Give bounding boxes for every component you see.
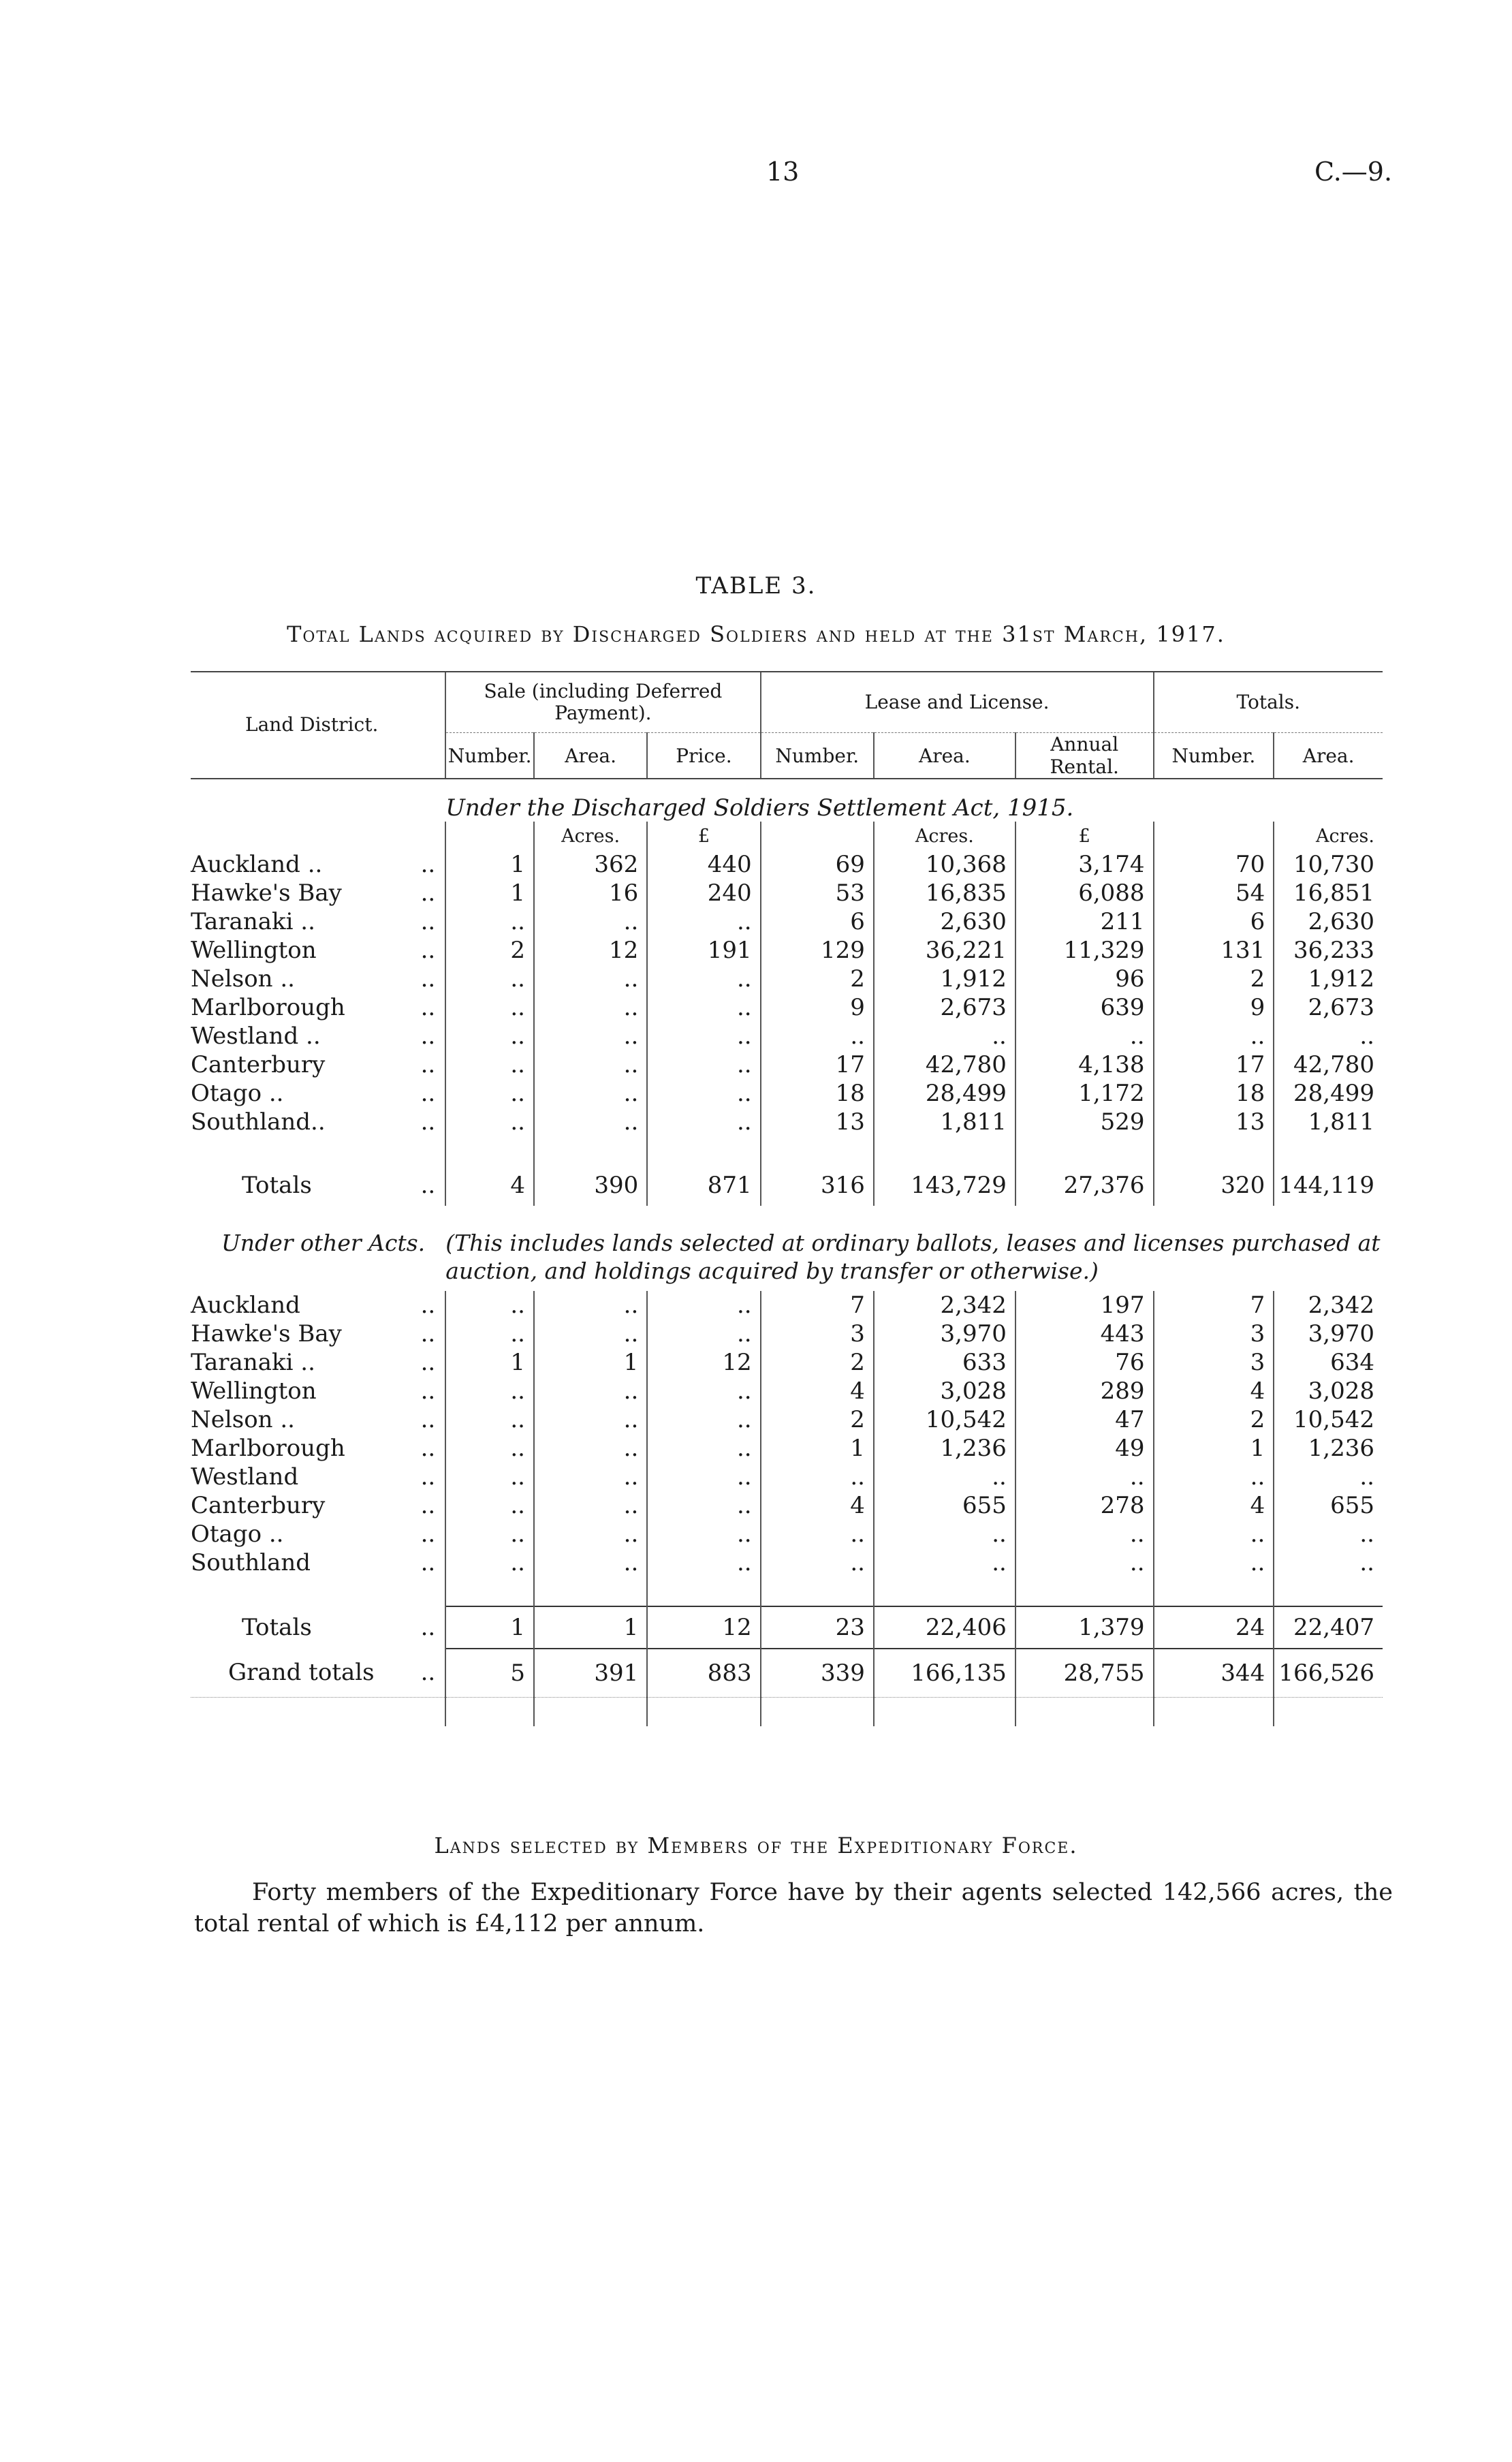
unit-pound: £ <box>647 822 760 850</box>
district-name: Canterbury <box>191 1051 326 1078</box>
cell-lease-area: 36,221 <box>874 936 1015 965</box>
cell-annual-rental: 197 <box>1015 1291 1154 1320</box>
cell-annual-rental: 96 <box>1015 965 1154 993</box>
cell-sale-number: .. <box>445 1291 534 1320</box>
leader-dots: .. <box>420 1377 436 1405</box>
cell-sale-area: .. <box>534 1463 647 1491</box>
cell-totals-area: 28,499 <box>1274 1079 1383 1108</box>
totals-label: Totals <box>242 1613 312 1641</box>
cell-lease-number: .. <box>761 1520 874 1548</box>
cell-totals-area: .. <box>1274 1520 1383 1548</box>
cell-annual-rental: 639 <box>1015 993 1154 1022</box>
cell-lease-number: .. <box>761 1548 874 1577</box>
table-row <box>191 1463 1383 1491</box>
leader-dots: .. <box>420 937 436 964</box>
section2-totals-row <box>191 1606 1383 1649</box>
section2-heading: Under other Acts. <box>221 1230 426 1256</box>
cell-sale-area: .. <box>534 1108 647 1136</box>
table-row <box>191 965 1383 993</box>
cell-lease-area: 1,912 <box>874 965 1015 993</box>
header-sale-group: Sale (including Deferred Payment). <box>445 672 760 733</box>
leader-dots: .. <box>420 1108 436 1136</box>
cell-totals-area: .. <box>1274 1022 1383 1050</box>
totals-label: Totals <box>242 1172 312 1199</box>
header-totals-area: Area. <box>1274 733 1383 779</box>
unit-acres: Acres. <box>534 822 647 850</box>
header-lease-number: Number. <box>761 733 874 779</box>
cell-annual-rental: 6,088 <box>1015 879 1154 907</box>
table-row <box>191 1348 1383 1377</box>
cell-lease-number: .. <box>761 1463 874 1491</box>
cell-lease-area: 3,028 <box>874 1377 1015 1405</box>
cell-sale-area: .. <box>534 1491 647 1520</box>
cell-lease-number: 17 <box>761 1050 874 1079</box>
district-name: Canterbury <box>191 1491 326 1519</box>
table-caption: Total Lands acquired by Discharged Soldiers and held at the 31st March, 1917. <box>287 621 1225 647</box>
cell-lease-number: 3 <box>761 1320 874 1348</box>
cell-sale-number: .. <box>445 1491 534 1520</box>
cell-sale-number: .. <box>445 1050 534 1079</box>
header-sale-area: Area. <box>534 733 647 779</box>
cell-sale-price: 440 <box>647 850 760 879</box>
table-row <box>191 1405 1383 1434</box>
cell-totals-number: 4 <box>1154 1491 1274 1520</box>
table-row <box>191 1079 1383 1108</box>
cell-totals-area: 2,673 <box>1274 993 1383 1022</box>
district-name: Auckland <box>191 1291 300 1319</box>
table-row <box>191 1548 1383 1577</box>
cell-sale-price: .. <box>647 1434 760 1463</box>
district-name: Southland <box>191 1548 311 1576</box>
cell-totals-number: 320 <box>1154 1165 1274 1206</box>
cell-annual-rental: 49 <box>1015 1434 1154 1463</box>
cell-lease-area: 2,673 <box>874 993 1015 1022</box>
district-name: Nelson .. <box>191 1405 295 1433</box>
district-name: Westland <box>191 1463 299 1491</box>
cell-annual-rental: 47 <box>1015 1405 1154 1434</box>
section1-totals-row <box>191 1165 1383 1206</box>
cell-totals-area: 166,526 <box>1274 1649 1383 1698</box>
cell-sale-number: 4 <box>445 1165 534 1206</box>
document-reference: C.—9. <box>1314 157 1393 187</box>
cell-sale-price: 240 <box>647 879 760 907</box>
cell-sale-area: .. <box>534 1291 647 1320</box>
leader-dots: .. <box>420 1320 436 1347</box>
section2-note: (This includes lands selected at ordinary ballots, leases and licenses purchased at auction, and holdings acquired by transfer or otherwise.) <box>445 1230 1381 1285</box>
district-name: Taranaki .. <box>191 1348 315 1376</box>
cell-totals-number: .. <box>1154 1548 1274 1577</box>
cell-sale-price: .. <box>647 1520 760 1548</box>
cell-lease-number: 7 <box>761 1291 874 1320</box>
cell-sale-area: 390 <box>534 1165 647 1206</box>
leader-dots: .. <box>420 994 436 1021</box>
cell-totals-number: 1 <box>1154 1434 1274 1463</box>
cell-sale-area: .. <box>534 1050 647 1079</box>
leader-dots: .. <box>420 1023 436 1050</box>
leader-dots: .. <box>420 1172 436 1199</box>
cell-totals-area: 42,780 <box>1274 1050 1383 1079</box>
cell-totals-number: 18 <box>1154 1079 1274 1108</box>
cell-annual-rental: .. <box>1015 1022 1154 1050</box>
header-lease-area: Area. <box>874 733 1015 779</box>
cell-sale-area: 362 <box>534 850 647 879</box>
cell-totals-area: 10,542 <box>1274 1405 1383 1434</box>
district-name: Otago .. <box>191 1520 284 1548</box>
lands-table <box>191 671 1383 1726</box>
cell-sale-number: 1 <box>445 1348 534 1377</box>
leader-dots: .. <box>420 1348 436 1376</box>
cell-sale-number: .. <box>445 1079 534 1108</box>
cell-sale-area: .. <box>534 1405 647 1434</box>
cell-lease-area: 1,811 <box>874 1108 1015 1136</box>
cell-annual-rental: 278 <box>1015 1491 1154 1520</box>
cell-lease-area: 655 <box>874 1491 1015 1520</box>
header-totals-group: Totals. <box>1154 672 1383 733</box>
header-annual-rental: Annual Rental. <box>1015 733 1154 779</box>
cell-sale-price: .. <box>647 1022 760 1050</box>
cell-lease-area: 16,835 <box>874 879 1015 907</box>
cell-annual-rental: 4,138 <box>1015 1050 1154 1079</box>
cell-sale-price: .. <box>647 1405 760 1434</box>
table-row <box>191 879 1383 907</box>
district-name: Marlborough <box>191 994 345 1021</box>
cell-annual-rental: 289 <box>1015 1377 1154 1405</box>
cell-lease-number: 2 <box>761 1405 874 1434</box>
cell-sale-price: .. <box>647 1320 760 1348</box>
cell-sale-area: 12 <box>534 936 647 965</box>
cell-annual-rental: 27,376 <box>1015 1165 1154 1206</box>
cell-totals-area: 634 <box>1274 1348 1383 1377</box>
cell-sale-price: .. <box>647 907 760 936</box>
leader-dots: .. <box>420 1520 436 1548</box>
leader-dots: .. <box>420 1548 436 1576</box>
cell-totals-number: 6 <box>1154 907 1274 936</box>
cell-sale-area: .. <box>534 1548 647 1577</box>
district-name: Auckland .. <box>191 851 323 878</box>
district-name: Marlborough <box>191 1434 345 1462</box>
leader-dots: .. <box>420 965 436 993</box>
expeditionary-paragraph: Forty members of the Expeditionary Force have by their agents selected 142,566 acres, the total rental of which is £4,112 per annum. <box>194 1879 1393 1938</box>
expeditionary-title: Lands selected by Members of the Expeditionary Force. <box>434 1833 1078 1858</box>
cell-lease-number: 1 <box>761 1434 874 1463</box>
leader-dots: .. <box>420 851 436 878</box>
cell-totals-area: 1,236 <box>1274 1434 1383 1463</box>
cell-sale-area: .. <box>534 965 647 993</box>
cell-sale-number: .. <box>445 1022 534 1050</box>
unit-pound: £ <box>1015 822 1154 850</box>
cell-sale-price: .. <box>647 1548 760 1577</box>
cell-totals-number: 54 <box>1154 879 1274 907</box>
cell-totals-number: 4 <box>1154 1377 1274 1405</box>
section1-heading: Under the Discharged Soldiers Settlement Act, 1915. <box>445 794 1074 822</box>
cell-sale-price: .. <box>647 1108 760 1136</box>
cell-sale-number: 1 <box>445 879 534 907</box>
cell-sale-price: 12 <box>647 1606 760 1649</box>
cell-totals-number: 2 <box>1154 965 1274 993</box>
table-row <box>191 1434 1383 1463</box>
cell-totals-area: 10,730 <box>1274 850 1383 879</box>
cell-lease-area: 22,406 <box>874 1606 1015 1649</box>
cell-annual-rental: .. <box>1015 1520 1154 1548</box>
cell-sale-area: .. <box>534 1320 647 1348</box>
cell-annual-rental: .. <box>1015 1548 1154 1577</box>
district-name: Westland .. <box>191 1023 321 1050</box>
table-row <box>191 1022 1383 1050</box>
cell-lease-area: .. <box>874 1520 1015 1548</box>
cell-sale-price: .. <box>647 993 760 1022</box>
cell-annual-rental: 11,329 <box>1015 936 1154 965</box>
leader-dots: .. <box>420 879 436 907</box>
leader-dots: .. <box>420 1405 436 1433</box>
leader-dots: .. <box>420 1434 436 1462</box>
cell-sale-number: .. <box>445 1405 534 1434</box>
cell-annual-rental: 211 <box>1015 907 1154 936</box>
cell-lease-number: 2 <box>761 1348 874 1377</box>
table-row <box>191 936 1383 965</box>
cell-totals-number: 13 <box>1154 1108 1274 1136</box>
table-row <box>191 1108 1383 1136</box>
cell-sale-price: 871 <box>647 1165 760 1206</box>
cell-totals-number: 9 <box>1154 993 1274 1022</box>
cell-lease-area: 166,135 <box>874 1649 1015 1698</box>
leader-dots: .. <box>420 1051 436 1078</box>
cell-lease-area: .. <box>874 1548 1015 1577</box>
cell-sale-number: .. <box>445 993 534 1022</box>
cell-sale-number: .. <box>445 1320 534 1348</box>
cell-lease-number: 2 <box>761 965 874 993</box>
cell-lease-area: 1,236 <box>874 1434 1015 1463</box>
cell-totals-area: 3,970 <box>1274 1320 1383 1348</box>
leader-dots: .. <box>420 1080 436 1107</box>
cell-annual-rental: 1,172 <box>1015 1079 1154 1108</box>
cell-sale-area: .. <box>534 1022 647 1050</box>
cell-lease-number: 53 <box>761 879 874 907</box>
table-row <box>191 1491 1383 1520</box>
cell-totals-number: .. <box>1154 1463 1274 1491</box>
district-name: Nelson .. <box>191 965 295 993</box>
cell-totals-number: 17 <box>1154 1050 1274 1079</box>
cell-sale-number: .. <box>445 1434 534 1463</box>
district-name: Taranaki .. <box>191 908 315 935</box>
cell-lease-number: 13 <box>761 1108 874 1136</box>
leader-dots: .. <box>420 908 436 935</box>
cell-totals-area: 655 <box>1274 1491 1383 1520</box>
cell-lease-number: 69 <box>761 850 874 879</box>
district-name: Hawke's Bay <box>191 1320 342 1347</box>
cell-totals-area: 1,811 <box>1274 1108 1383 1136</box>
unit-acres: Acres. <box>874 822 1015 850</box>
table-row <box>191 993 1383 1022</box>
cell-sale-number: .. <box>445 1463 534 1491</box>
leader-dots: .. <box>420 1659 436 1686</box>
header-sale-number: Number. <box>445 733 534 779</box>
table-row <box>191 1320 1383 1348</box>
district-name: Wellington <box>191 1377 317 1405</box>
table-row <box>191 1520 1383 1548</box>
district-name: Southland.. <box>191 1108 326 1136</box>
cell-annual-rental: 1,379 <box>1015 1606 1154 1649</box>
header-lease-group: Lease and License. <box>761 672 1154 733</box>
cell-totals-number: .. <box>1154 1520 1274 1548</box>
cell-annual-rental: 76 <box>1015 1348 1154 1377</box>
unit-acres-totals: Acres. <box>1274 822 1383 850</box>
cell-lease-number: 4 <box>761 1377 874 1405</box>
cell-totals-number: 3 <box>1154 1320 1274 1348</box>
cell-sale-number: .. <box>445 1377 534 1405</box>
cell-annual-rental: 28,755 <box>1015 1649 1154 1698</box>
cell-sale-price: .. <box>647 1463 760 1491</box>
cell-sale-area: .. <box>534 907 647 936</box>
cell-totals-number: 24 <box>1154 1606 1274 1649</box>
cell-lease-area: 28,499 <box>874 1079 1015 1108</box>
leader-dots: .. <box>420 1491 436 1519</box>
cell-annual-rental: 529 <box>1015 1108 1154 1136</box>
cell-sale-price: .. <box>647 1377 760 1405</box>
table-row <box>191 907 1383 936</box>
cell-totals-number: 7 <box>1154 1291 1274 1320</box>
leader-dots: .. <box>420 1291 436 1319</box>
district-name: Otago .. <box>191 1080 284 1107</box>
cell-lease-area: 42,780 <box>874 1050 1015 1079</box>
cell-sale-price: .. <box>647 1079 760 1108</box>
district-name: Hawke's Bay <box>191 879 342 907</box>
district-name: Wellington <box>191 937 317 964</box>
cell-totals-area: 16,851 <box>1274 879 1383 907</box>
cell-lease-area: 3,970 <box>874 1320 1015 1348</box>
cell-lease-number: 129 <box>761 936 874 965</box>
cell-totals-area: 1,912 <box>1274 965 1383 993</box>
cell-totals-area: 2,342 <box>1274 1291 1383 1320</box>
cell-sale-price: .. <box>647 1291 760 1320</box>
cell-lease-number: 6 <box>761 907 874 936</box>
cell-totals-number: 2 <box>1154 1405 1274 1434</box>
cell-totals-number: 3 <box>1154 1348 1274 1377</box>
grand-totals-row <box>191 1649 1383 1698</box>
cell-sale-area: 16 <box>534 879 647 907</box>
cell-sale-price: .. <box>647 1050 760 1079</box>
cell-lease-area: .. <box>874 1022 1015 1050</box>
cell-totals-number: 344 <box>1154 1649 1274 1698</box>
cell-totals-area: 22,407 <box>1274 1606 1383 1649</box>
cell-lease-area: 2,342 <box>874 1291 1015 1320</box>
cell-totals-number: 70 <box>1154 850 1274 879</box>
cell-lease-area: 10,542 <box>874 1405 1015 1434</box>
cell-sale-area: 1 <box>534 1606 647 1649</box>
cell-sale-number: 5 <box>445 1649 534 1698</box>
cell-totals-number: .. <box>1154 1022 1274 1050</box>
cell-sale-area: 391 <box>534 1649 647 1698</box>
cell-sale-area: .. <box>534 1079 647 1108</box>
cell-sale-number: .. <box>445 907 534 936</box>
cell-totals-number: 131 <box>1154 936 1274 965</box>
cell-sale-number: .. <box>445 1520 534 1548</box>
cell-sale-price: .. <box>647 1491 760 1520</box>
cell-annual-rental: 3,174 <box>1015 850 1154 879</box>
cell-lease-area: 2,630 <box>874 907 1015 936</box>
cell-sale-number: 1 <box>445 1606 534 1649</box>
cell-sale-price: 191 <box>647 936 760 965</box>
cell-totals-area: 144,119 <box>1274 1165 1383 1206</box>
cell-sale-area: 1 <box>534 1348 647 1377</box>
cell-lease-area: .. <box>874 1463 1015 1491</box>
cell-lease-number: 23 <box>761 1606 874 1649</box>
header-land-district: Land District. <box>191 672 445 779</box>
cell-annual-rental: 443 <box>1015 1320 1154 1348</box>
cell-sale-price: 883 <box>647 1649 760 1698</box>
cell-totals-area: .. <box>1274 1463 1383 1491</box>
cell-sale-area: .. <box>534 1377 647 1405</box>
cell-lease-number: 9 <box>761 993 874 1022</box>
cell-annual-rental: .. <box>1015 1463 1154 1491</box>
table-row <box>191 1377 1383 1405</box>
cell-lease-area: 633 <box>874 1348 1015 1377</box>
cell-sale-number: .. <box>445 1108 534 1136</box>
cell-sale-area: .. <box>534 1520 647 1548</box>
cell-lease-number: 18 <box>761 1079 874 1108</box>
cell-lease-number: .. <box>761 1022 874 1050</box>
cell-sale-area: .. <box>534 993 647 1022</box>
cell-sale-area: .. <box>534 1434 647 1463</box>
cell-totals-area: 2,630 <box>1274 907 1383 936</box>
cell-lease-area: 143,729 <box>874 1165 1015 1206</box>
cell-sale-number: .. <box>445 1548 534 1577</box>
cell-totals-area: 3,028 <box>1274 1377 1383 1405</box>
cell-totals-area: .. <box>1274 1548 1383 1577</box>
grand-totals-label: Grand totals <box>228 1659 375 1686</box>
header-sale-price: Price. <box>647 733 760 779</box>
table-title: TABLE 3. <box>695 572 817 599</box>
cell-sale-number: .. <box>445 965 534 993</box>
table-row <box>191 1050 1383 1079</box>
cell-lease-number: 4 <box>761 1491 874 1520</box>
cell-lease-area: 10,368 <box>874 850 1015 879</box>
cell-lease-number: 316 <box>761 1165 874 1206</box>
cell-sale-price: .. <box>647 965 760 993</box>
table-row <box>191 850 1383 879</box>
header-totals-number: Number. <box>1154 733 1274 779</box>
cell-sale-price: 12 <box>647 1348 760 1377</box>
leader-dots: .. <box>420 1463 436 1491</box>
table-row <box>191 1291 1383 1320</box>
cell-totals-area: 36,233 <box>1274 936 1383 965</box>
cell-lease-number: 339 <box>761 1649 874 1698</box>
page-number: 13 <box>766 157 800 187</box>
cell-sale-number: 2 <box>445 936 534 965</box>
cell-sale-number: 1 <box>445 850 534 879</box>
leader-dots: .. <box>420 1613 436 1641</box>
